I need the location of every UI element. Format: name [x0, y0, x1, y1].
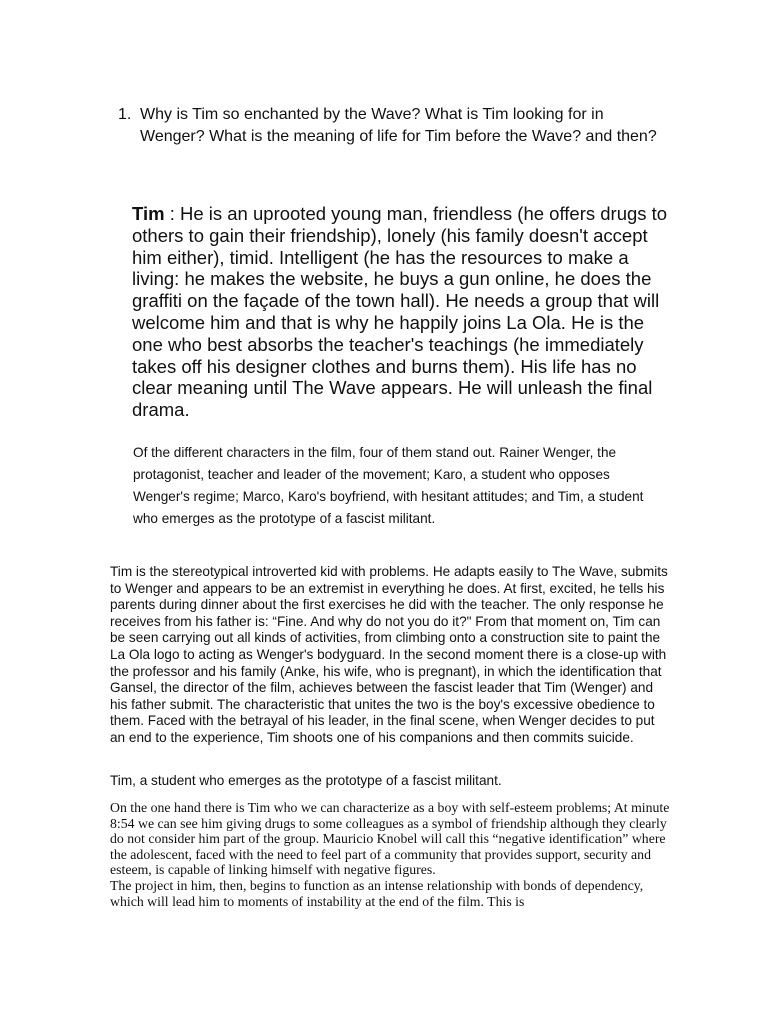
tim-summary-paragraph	[132, 203, 672, 421]
question-number: 1.	[118, 106, 132, 123]
analysis-paragraph-2: The project in him, then, begins to function as an intense relationship with bonds of dependency, which will lead him to moments of instability at the end of the film. This is	[110, 877, 644, 909]
tim-name-bold: Tim	[132, 203, 165, 224]
analysis-section	[110, 800, 670, 909]
analysis-paragraph-1: On the one hand there is Tim who we can characterize as a boy with self-esteem problems; At minute 8:54 we can see him giving drugs to some colleagues as a symbol of friendship although they clearly do not consider him part of the group. Mauricio Knobel will call this “negative identification” where the adolescent, faced with the need to feel part of a community that provides support, security and esteem, is capable of linking himself with negative figures.	[110, 800, 670, 878]
stereotype-paragraph: Tim is the stereotypical introverted kid with problems. He adapts easily to The Wave, submits to Wenger and appears to be an extremist in everything he does. At first, excited, he tells his parents during dinner about the first exercises he did with the teacher. The only response he receives from his father is: “Fine. And why do not you do it?" From that moment on, Tim can be seen carrying out all kinds of activities, from climbing onto a construction site to paint the La Ola logo to acting as Wenger's bodyguard. In the second moment there is a close-up with the professor and his family (Anke, his wife, who is pregnant), in which the identification that Gansel, the director of the film, achieves between the fascist leader that Tim (Wenger) and his father submit. The characteristic that unites the two is the boy's excessive obedience to them. Faced with the betrayal of his leader, in the final scene, when Wenger decides to put an end to the experience, Tim shoots one of his companions and then commits suicide.	[110, 564, 668, 745]
prototype-line: Tim, a student who emerges as the prototype of a fascist militant.	[110, 773, 502, 788]
characters-paragraph: Of the different characters in the film, four of them stand out. Rainer Wenger, the protagonist, teacher and leader of the movement; Karo, a student who opposes Wenger's regime; Marco, Karo's boyfriend, with hesitant attitudes; and Tim, a student who emerges as the prototype of a fascist militant.	[133, 445, 644, 526]
tim-summary-text: : He is an uprooted young man, friendless (he offers drugs to others to gain their friendship), lonely (his family doesn't accept him either), timid. Intelligent (he has the resources to make a living: he makes the website, he buys a gun online, he does the graffiti on the façade of the town hall). He needs a group that will welcome him and that is why he happily joins La Ola. He is the one who best absorbs the teacher's teachings (he immediately takes off his designer clothes and burns them). His life has no clear meaning until The Wave appears. He will unleash the final drama.	[132, 203, 668, 421]
question-text: Why is Tim so enchanted by the Wave? What is Tim looking for in Wenger? What is the meaning of life for Tim before the Wave? and then?	[140, 106, 657, 145]
question-list-item	[118, 104, 658, 148]
